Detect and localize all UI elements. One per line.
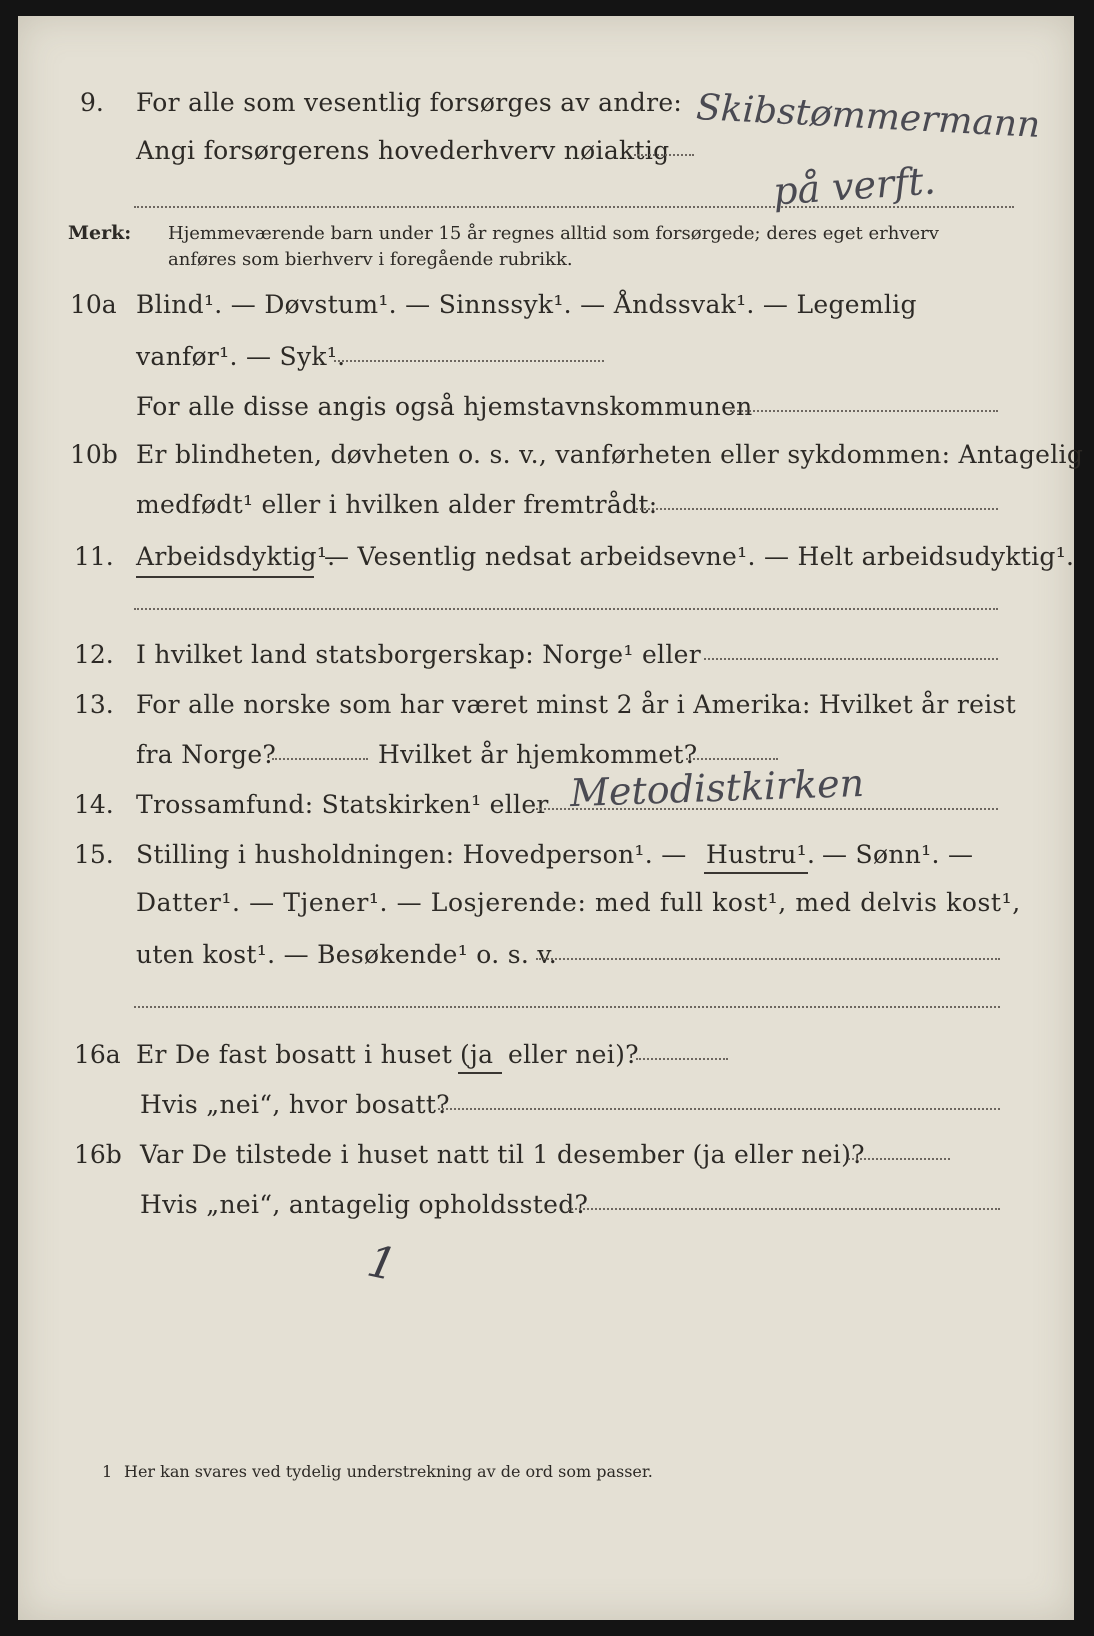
q9-line2: Angi forsørgerens hovederhverv nøiaktig: [136, 136, 670, 165]
item-number-13: 13.: [74, 690, 114, 719]
census-form-page: [18, 16, 1084, 1620]
handwritten-denomination: Metodistkirken: [569, 760, 865, 816]
dotted-answer-line: [634, 154, 694, 156]
dotted-answer-line: [636, 1058, 728, 1060]
q10a-line2: vanfør¹. — Syk¹.: [136, 342, 346, 371]
q11-other-options: — Vesentlig nedsat arbeidsevne¹. — Helt arbeidsudyktig¹.: [324, 542, 1075, 571]
item-number-15: 15.: [74, 840, 114, 869]
q16a-line1c: eller nei)?: [508, 1040, 639, 1069]
dotted-answer-line: [134, 1006, 1000, 1008]
footnote-text: Her kan svares ved tydelig understrekning av de ord som passer.: [124, 1462, 653, 1481]
answer-underline: [136, 576, 314, 578]
dotted-answer-line: [636, 508, 998, 510]
q15-option-wife: Hustru¹.: [706, 840, 816, 869]
answer-underline: [458, 1072, 502, 1074]
item-number-9: 9.: [80, 88, 104, 117]
q15-line2: Datter¹. — Tjener¹. — Losjerende: med full kost¹, med delvis kost¹,: [136, 888, 1021, 917]
note-line1: Hjemmeværende barn under 15 år regnes alltid som forsørgede; deres eget erhverv: [168, 223, 939, 244]
q15-line3: uten kost¹. — Besøkende¹ o. s. v.: [136, 940, 558, 969]
q10b-line2: medfødt¹ eller i hvilken alder fremtrådt:: [136, 490, 658, 519]
answer-underline: [704, 872, 808, 874]
dotted-answer-line: [134, 608, 998, 610]
footnote-marker: 1: [102, 1462, 113, 1481]
q16a-line1a: Er De fast bosatt i huset: [136, 1040, 453, 1069]
dotted-answer-line: [568, 1208, 1000, 1210]
item-number-14: 14.: [74, 790, 114, 819]
note-label: Merk:: [68, 222, 132, 244]
dotted-answer-line: [848, 1158, 950, 1160]
dotted-answer-line: [334, 360, 604, 362]
dotted-answer-line: [704, 658, 998, 660]
dotted-answer-line: [438, 1108, 1000, 1110]
q16a-option-yes: (ja: [460, 1040, 494, 1069]
item-number-10a: 10a: [70, 290, 117, 319]
q10a-line3: For alle disse angis også hjemstavnskommunen: [136, 392, 753, 421]
q15-line1c: — Sønn¹. —: [822, 840, 974, 869]
handwritten-occupation: Skibstømmermann: [695, 87, 1042, 146]
dotted-answer-line: [134, 206, 1014, 208]
q14-line1: Trossamfund: Statskirken¹ eller: [136, 790, 549, 819]
q16b-line1: Var De tilstede i huset natt til 1 desember (ja eller nei)?: [140, 1140, 865, 1169]
q13-line2b: Hvilket år hjemkommet?: [378, 740, 698, 769]
handwritten-occupation-continued: på verft.: [771, 158, 937, 214]
item-number-11: 11.: [74, 542, 114, 571]
q16b-line2: Hvis „nei“, antagelig opholdssted?: [140, 1190, 589, 1219]
note-line2: anføres som bierhverv i foregående rubrikk.: [168, 249, 573, 270]
item-number-12: 12.: [74, 640, 114, 669]
q10a-line1: Blind¹. — Døvstum¹. — Sinnssyk¹. — Åndssvak¹. — Legemlig: [136, 290, 917, 319]
q15-line1a: Stilling i husholdningen: Hovedperson¹. —: [136, 840, 687, 869]
q9-line1: For alle som vesentlig forsørges av andre:: [136, 88, 683, 117]
q11-option-able: Arbeidsdyktig¹.: [136, 542, 336, 571]
item-number-16b: 16b: [74, 1140, 122, 1169]
dotted-answer-line: [686, 758, 778, 760]
item-number-10b: 10b: [70, 440, 118, 469]
q13-line2a: fra Norge?: [136, 740, 277, 769]
dotted-answer-line: [536, 958, 1000, 960]
dotted-answer-line: [272, 758, 368, 760]
q13-line1: For alle norske som har været minst 2 år i Amerika: Hvilket år reist: [136, 690, 1017, 719]
q16a-line2: Hvis „nei“, hvor bosatt?: [140, 1090, 450, 1119]
dotted-answer-line: [730, 410, 998, 412]
pencil-tally-mark: 1: [363, 1235, 401, 1292]
item-number-16a: 16a: [74, 1040, 121, 1069]
q12-line1: I hvilket land statsborgerskap: Norge¹ eller: [136, 640, 701, 669]
q10b-line1: Er blindheten, døvheten o. s. v., vanførheten eller sykdommen: Antagelig: [136, 440, 1084, 469]
